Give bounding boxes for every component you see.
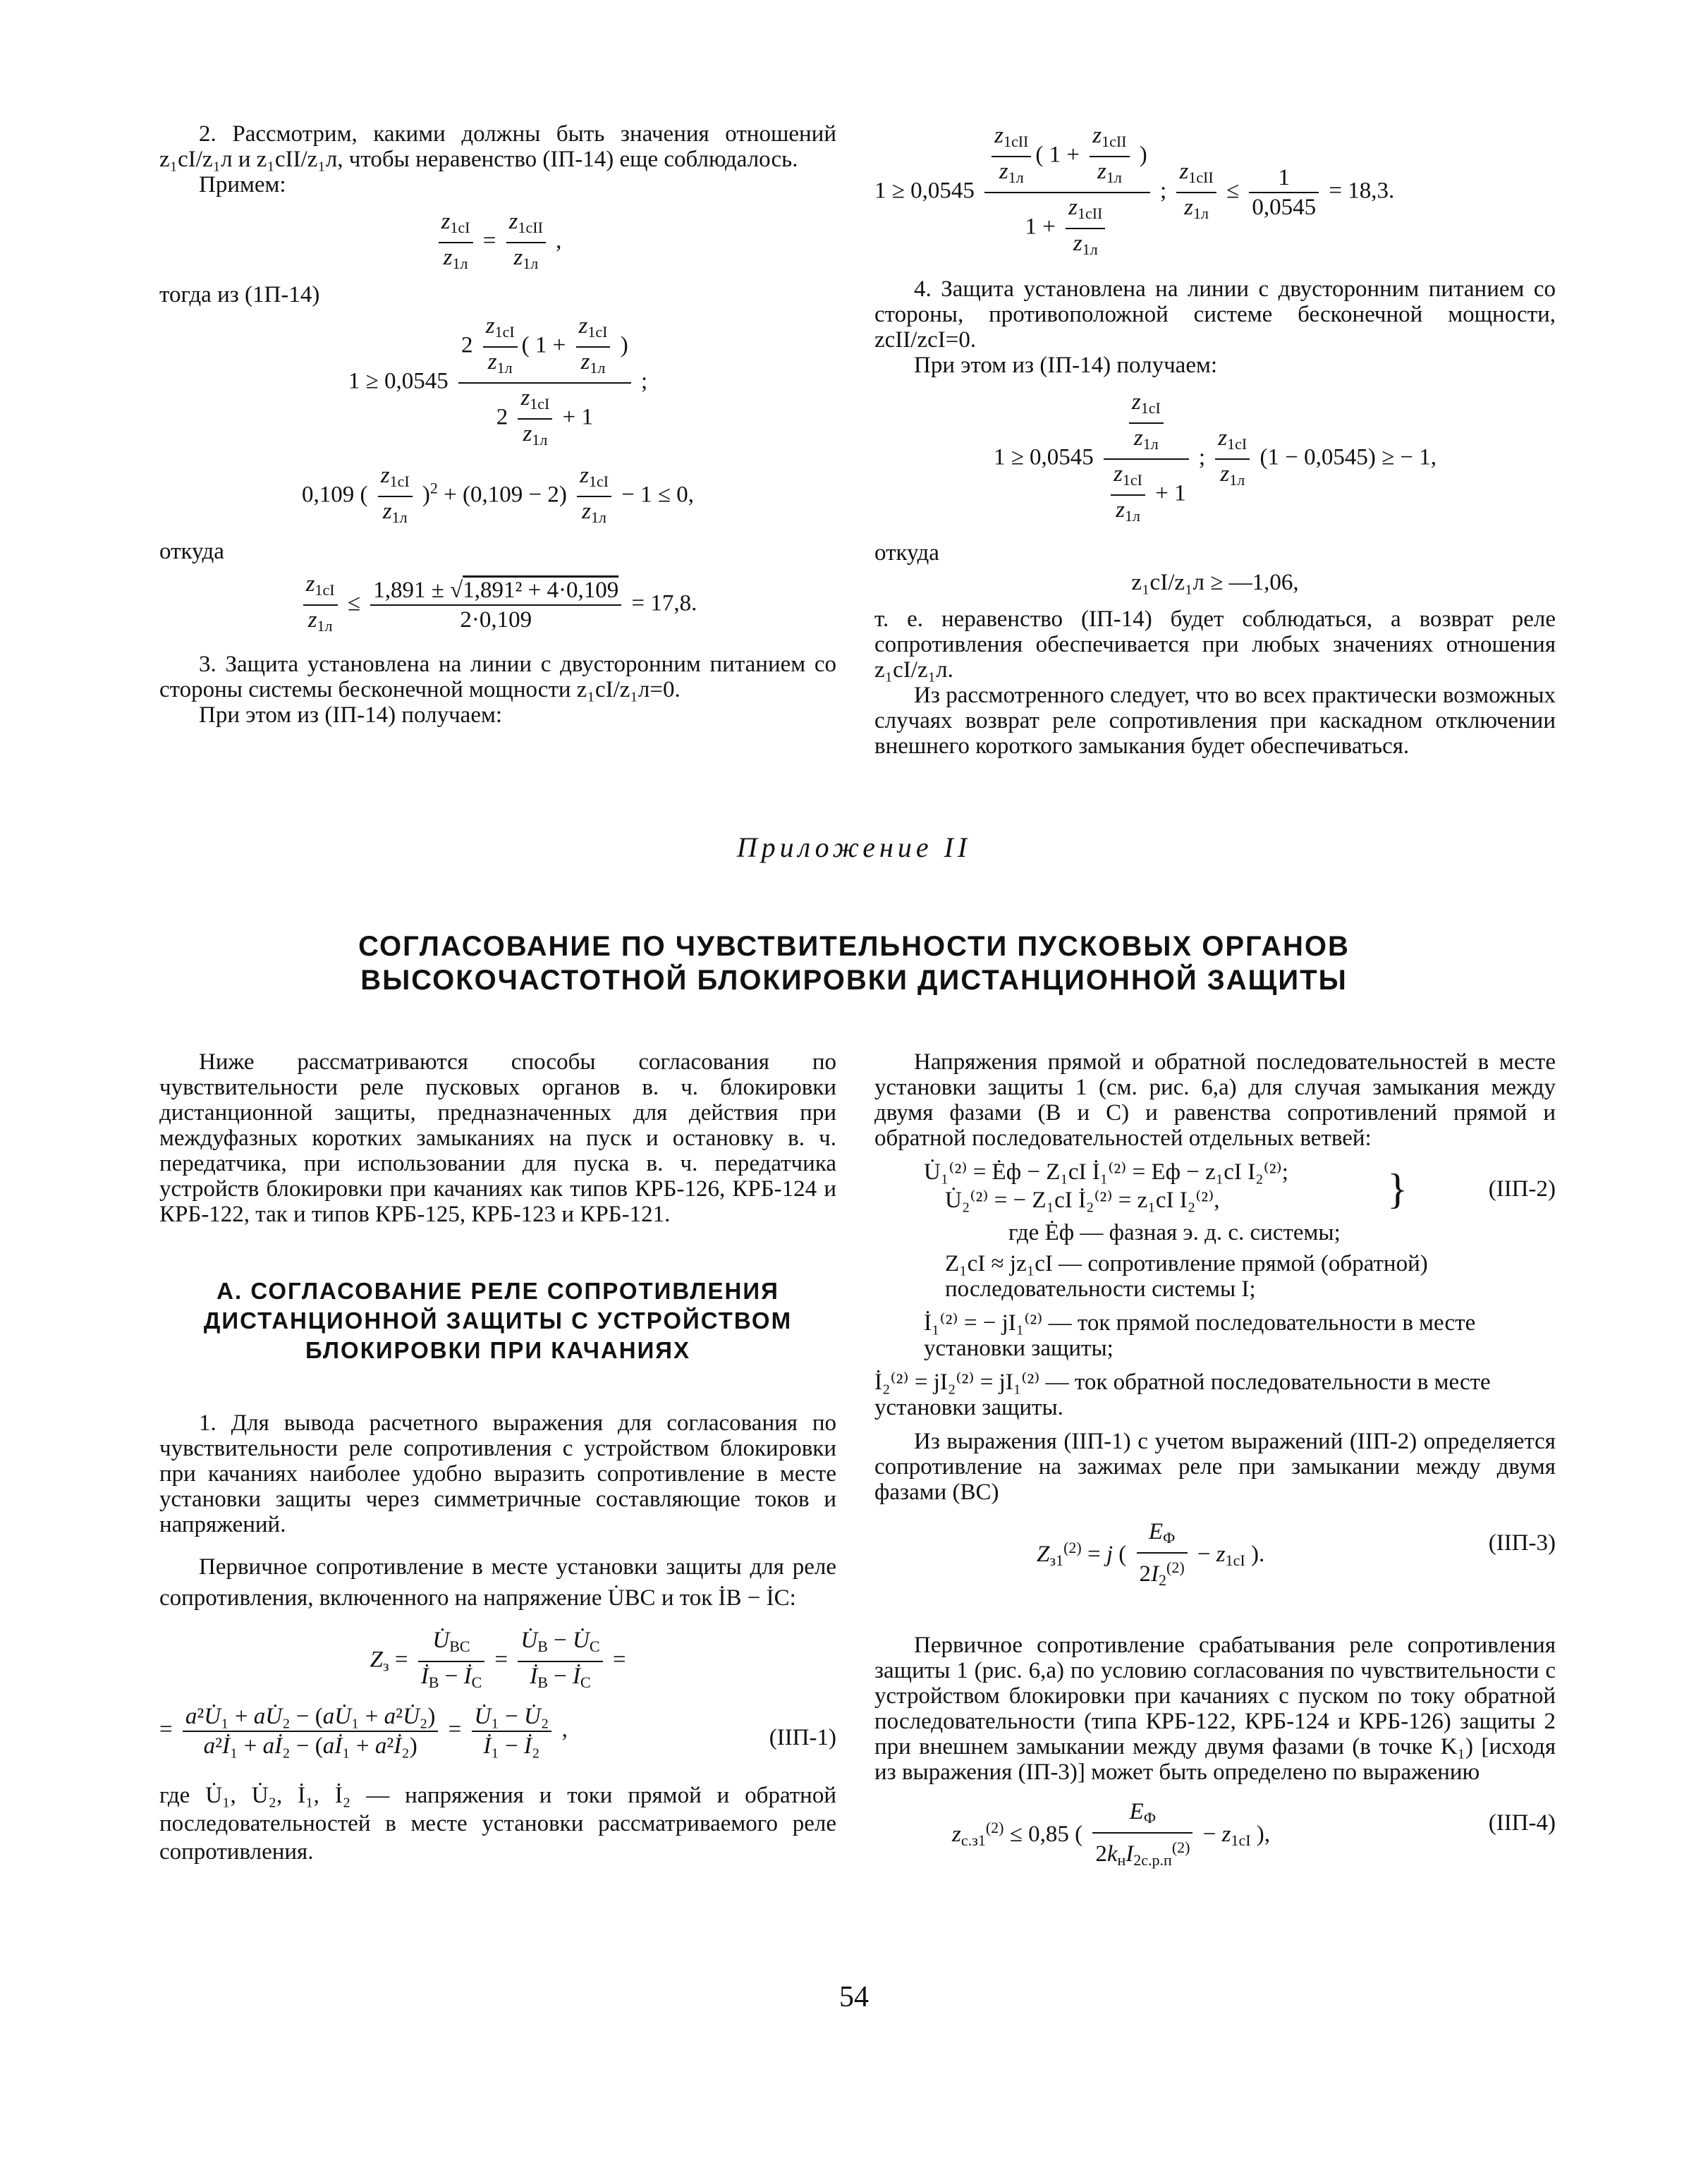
equation-3-number: (IIП-3) [1488,1530,1556,1556]
paragraph-b1: 1. Для вывода расчетного выражения для согласования по чувствительности реле сопротивления с устройством блокировки при качаниях наиболее удобно выразить сопротивление в месте установки защиты через симметричные составляющие токов и напряжений. [159,1410,836,1537]
paragraph-c3: Первичное сопротивление срабатывания реле сопротивления защиты 1 (рис. 6,а) по условию согласования по чувствительности с устройством блокировки при качаниях с пуском по току обратной последовательности (типа КРБ-122, КРБ-124 и КРБ-126) защиты 2 при внешнем замыкании между двумя фазами (в точке K₁) [исходя из выражения (IП-3)] может быть определено по выражению [874,1633,1556,1785]
equation-4-number: (IIП-4) [1488,1810,1556,1836]
section-a-heading [159,1276,836,1365]
equation-c: $\frac{z_{1cI}}{z_{1л}}$ ≤ $\frac{\text{1,891 ± √1,891² + 4·0,109}}{2\cdot 0,109}$ = 17,8. [159,570,836,640]
page-title [0,929,1708,997]
whence-right: откуда [874,540,939,566]
whence-left: откуда [159,539,224,564]
where-4: İ₂⁽²⁾ = jI₂⁽²⁾ = jI₁⁽²⁾ — ток обратной последовательности в месте установки защиты. [874,1370,1491,1420]
equation-2-line-1: U̇₁⁽²⁾ = Ėф − Z₁cI İ₁⁽²⁾ = Eф − z₁cI I₂⁽²⁾; [924,1159,1288,1185]
top-right-column [874,121,1556,759]
equation-3: $Z_{з1}^{(2)} = j$ ( $\frac{E_Ф}{2I_2^{(2)}}$ − $z_{1cI}$ ). (IIП-3) [1037,1519,1556,1589]
equation-2 [874,1158,1556,1214]
top-left-column [159,121,836,728]
paragraph-5: т. е. неравенство (IП-14) будет соблюдаться, а возврат реле сопротивления обеспечивается при любых значениях отношения z₁cI/z₁л. [874,606,1556,683]
bottom-left-column [159,1049,836,1866]
equation-d: 1 ≥ 0,0545 $\frac{z_{1cII}}{z_{1л}}$ ( 1 + $\frac{z_{1cII}}{z_{1л}}$ ) 1 + $\frac{z_{1cII}}{z_{1л}}$ ; $\frac{z_{1cII}}{z_{1л}}$ ≤ $\frac{1}{0,0545}$ = 18,3. [874,123,1395,258]
equation-assume: $\frac{z_{1cI}}{z_{1л}}$ = $\frac{z_{1cII}}{z_{1л}}$ , [159,207,836,278]
paragraph-c1: Напряжения прямой и обратной последовательностей в месте установки защиты 1 (см. рис. 6,а) для случая замыкания между двумя фазами (В и С) и равенства сопротивлений прямой и обратной последовательностей отдельных ветвей: [874,1049,1556,1151]
appendix-heading: Приложение II [736,831,972,863]
paragraph-3: 3. Защита установлена на линии с двусторонним питанием со стороны системы бесконечной мощности z₁cI/z₁л=0. [159,652,836,702]
equation-b: 0,109 ( $\frac{z_{1cI}}{z_{1л}}$ )$^2$ + (0,109 − 2) $\frac{z_{1cI}}{z_{1л}}$ − 1 ≤ 0, [301,463,695,526]
paragraph-4: 4. Защита установлена на линии с двусторонним питанием со стороны, противоположной системе бесконечной мощности, zcII/zcI=0. [874,276,1556,353]
paragraph-b2: Первичное сопротивление в месте установки защиты для реле сопротивления, включенного на напряжение U̇BC и ток İB − İC: [159,1554,836,1611]
paragraph-c2: Из выражения (IIП-1) с учетом выражений (IIП-2) определяется сопротивление на зажимах реле при замыкании между двумя фазами (ВС) [874,1429,1556,1505]
paragraph-2: 2. Рассмотрим, какими должны быть значения отношений z₁cI/z₁л и z₁cII/z₁л, чтобы неравенство (IП-14) еще соблюдалось. [159,121,836,172]
equation-2-brace: } [1387,1166,1408,1212]
equation-4: $z_{с.з1}^{(2)} \le 0,85$ ( $\frac{E_Ф}{2k_нI_{2с.р.п}^{(2)}}$ − $z_{1cI}$ ), (IIП-4) [952,1799,1556,1869]
title-line-2: ВЫСОКОЧАСТОТНОЙ БЛОКИРОВКИ ДИСТАНЦИОННОЙ ЗАЩИТЫ [360,965,1348,996]
where-3: İ₁⁽²⁾ = − jI₁⁽²⁾ — ток прямой последовательности в месте установки защиты; [924,1310,1476,1361]
equation-1-number: (IIП-1) [769,1725,836,1750]
section-a-line-1: А. СОГЛАСОВАНИЕ РЕЛЕ СОПРОТИВЛЕНИЯ [216,1278,779,1304]
title-line-1: СОГЛАСОВАНИЕ ПО ЧУВСТВИТЕЛЬНОСТИ ПУСКОВЫХ ОРГАНОВ [358,931,1350,962]
intro-paragraph: Ниже рассматриваются способы согласования по чувствительности реле пусковых органов в. ч. блокировки дистанционной защиты, предназначенных для действия при междуфазных коротких замыканиях на пуск и остановку в. ч. передатчика, при использовании для пуска в. ч. передатчика устройств блокировки при качаниях как типов КРБ-126, КРБ-124 и КРБ-122, так и типов КРБ-125, КРБ-123 и КРБ-121. [159,1049,836,1227]
equation-2-number: (IIП-2) [1488,1176,1556,1202]
bottom-right-column [874,1049,1556,1874]
page-number: 54 [839,1981,869,2013]
section-a-line-2: ДИСТАНЦИОННОЙ ЗАЩИТЫ С УСТРОЙСТВОМ [203,1307,793,1334]
paragraph-assume: Примем: [199,172,286,197]
section-a-line-3: БЛОКИРОВКИ ПРИ КАЧАНИЯХ [305,1337,691,1363]
where-2: Z₁cI ≈ jz₁cI — сопротивление прямой (обратной) последовательности системы I; [945,1251,1428,1302]
then-from: тогда из (1П-14) [159,282,320,307]
equation-2-line-2: U̇₂⁽²⁾ = − Z₁cI İ₂⁽²⁾ = z₁cI I₂⁽²⁾, [945,1188,1220,1213]
equation-1-line-2: = $\frac{\text{a²U̇₁ + aU̇₂ − (aU̇₁ + a²U̇₂)}}{\text{a²İ₁ + aİ₂ − (aİ₁ + a²İ₂)}}$ = $\frac{\text{U̇₁ − U̇₂}}{\text{İ₁ − İ₂}}$ , (IIП-1) [159,1704,836,1759]
paragraph-4b: При этом из (IП-14) получаем: [914,353,1218,378]
paragraph-b3: где U̇₁, U̇₂, İ₁, İ₂ — напряжения и токи прямой и обратной последовательностей в месте установки рассматриваемого реле сопротивления. [159,1783,836,1865]
where-1: где Ėф — фазная э. д. с. системы; [1008,1220,1341,1245]
equation-a: 1 ≥ 0,0545 2 $\frac{z_{1cI}}{z_{1л}}$ ( 1 + $\frac{z_{1cI}}{z_{1л}}$ ) 2 $\frac{z_{1cI}}{z_{1л}}$ + 1 ; [348,313,648,449]
equation-e: 1 ≥ 0,0545 $\frac{z_{1cI}}{z_{1л}}$ $\frac{z_{1cI}}{z_{1л}}$ + 1 ; $\frac{z_{1cI}}{z_{1л}}$ (1 − 0,0545) ≥ − 1, [993,389,1437,525]
equation-1-line-1: $Z_з$ = $\frac{U̇_{BC}}{İ_B - İ_C}$ = $\frac{U̇_B - U̇_C}{İ_B - İ_C}$ = [370,1628,626,1691]
paragraph-3b: При этом из (IП-14) получаем: [199,702,503,728]
paragraph-6: Из рассмотренного следует, что во всех практически возможных случаях возврат реле сопротивления при каскадном отключении внешнего короткого замыкания будет обеспечиваться. [874,683,1556,759]
equation-f: z₁cI/z₁л ≥ —1,06, [1131,570,1299,595]
